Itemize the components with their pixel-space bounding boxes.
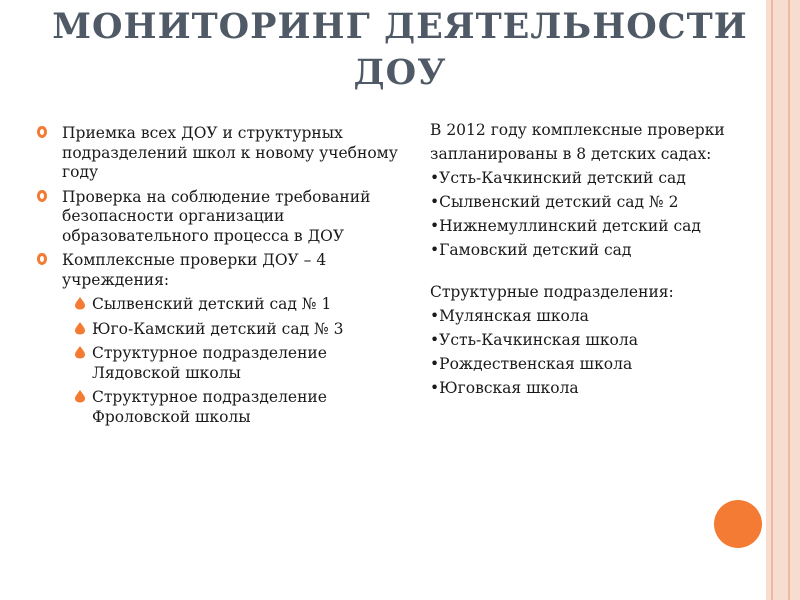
sub-list-item-text: Структурное подразделение Фроловской школы: [92, 388, 327, 426]
sub-list-item: [36, 344, 416, 383]
sub-bullet-list: [36, 295, 416, 427]
sub-list-item-text: Структурное подразделение Лядовской школы: [92, 344, 327, 382]
planned-checks-intro: В 2012 году комплексные проверки запланированы в 8 детских садах:: [430, 121, 725, 163]
list-item: [36, 124, 416, 183]
list-item-text: Проверка на соблюдение требований безопасности организации образовательного процесса в ДОУ: [62, 187, 371, 245]
bullet-icon: [36, 189, 48, 203]
list-item: [36, 188, 416, 247]
sub-list-item: [36, 320, 416, 340]
bullet-icon: [36, 125, 48, 139]
drop-bullet-icon: [74, 345, 86, 359]
drop-bullet-icon: [74, 296, 86, 310]
list-item: [36, 251, 416, 290]
left-bullet-list: [36, 124, 416, 432]
stripe-line: [788, 0, 790, 600]
drop-bullet-icon: [74, 389, 86, 403]
kindergarten-item: •Усть-Качкинский детский сад: [430, 169, 686, 187]
slide-title-line-2: ДОУ: [353, 52, 447, 93]
structural-units-intro: Структурные подразделения:: [430, 283, 674, 301]
school-item: •Усть-Качкинская школа: [430, 331, 638, 349]
spacer: [430, 262, 760, 280]
sub-list-item-text: Сылвенский детский сад № 1: [92, 295, 332, 313]
drop-bullet-icon: [74, 321, 86, 335]
list-item-text: Комплексные проверки ДОУ – 4 учреждения:: [62, 251, 327, 289]
sub-list-item: [36, 295, 416, 315]
bullet-icon: [36, 252, 48, 266]
kindergarten-item: •Гамовский детский сад: [430, 241, 632, 259]
school-item: •Мулянская школа: [430, 307, 589, 325]
sub-list-item-text: Юго-Камский детский сад № 3: [92, 319, 344, 338]
stripe-line: [771, 0, 773, 600]
list-item-text: Приемка всех ДОУ и структурных подразделений школ к новому учебному году: [62, 124, 398, 181]
slide-title-line-1: МОНИТОРИНГ ДЕЯТЕЛЬНОСТИ: [52, 6, 748, 47]
school-item: •Рождественская школа: [430, 355, 633, 373]
school-item: •Юговская школа: [430, 379, 579, 397]
decorative-side-stripe: [766, 0, 800, 600]
right-text-column: [430, 118, 760, 400]
kindergarten-item: •Сылвенский детский сад № 2: [430, 193, 679, 211]
kindergarten-item: •Нижнемуллинский детский сад: [430, 217, 701, 235]
decorative-circle: [714, 500, 762, 548]
sub-list-item: [36, 388, 416, 427]
slide-title: [40, 4, 760, 96]
